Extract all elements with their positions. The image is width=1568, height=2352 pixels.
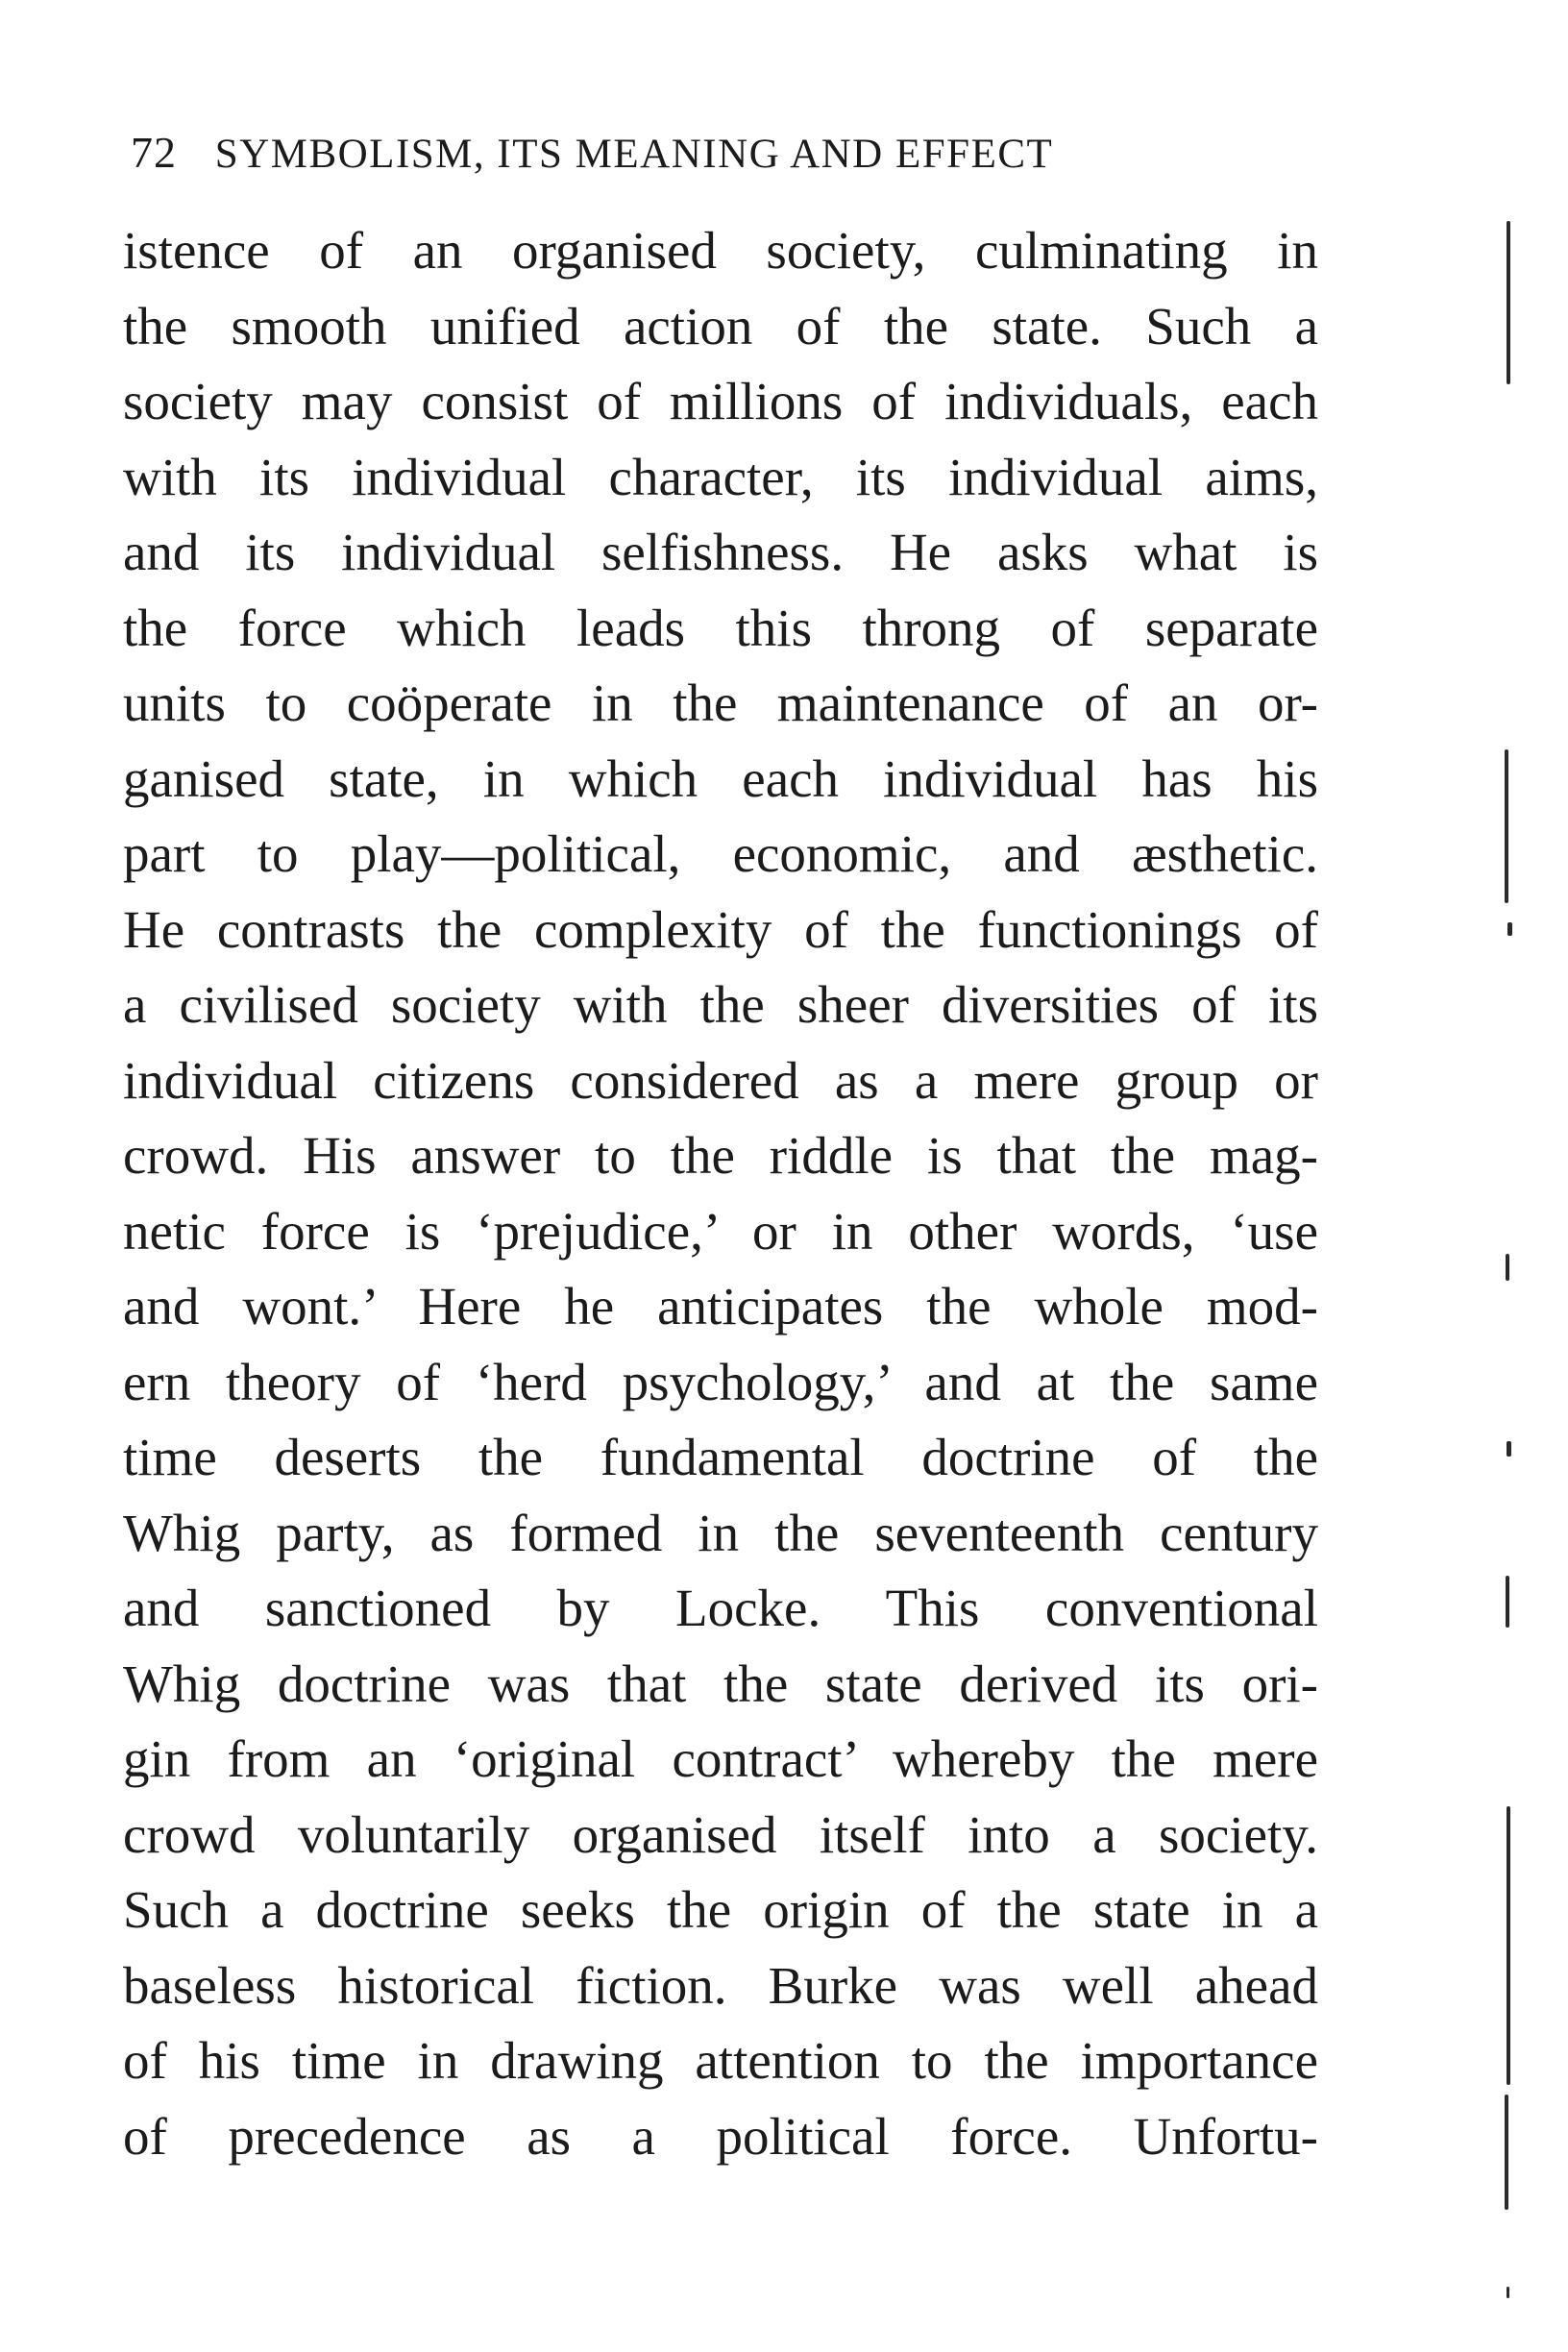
text-line: of precedence as a political force. Unfortu- bbox=[123, 2106, 1318, 2166]
text-line: He contrasts the complexity of the functionings of bbox=[123, 899, 1318, 959]
text-line: crowd. His answer to the riddle is that the mag- bbox=[123, 1126, 1318, 1185]
text-line: Whig party, as formed in the seventeenth century bbox=[123, 1503, 1318, 1562]
scan-mark bbox=[1507, 2287, 1509, 2298]
text-line: and sanctioned by Locke. This conventional bbox=[123, 1579, 1318, 1637]
text-line: and wont.’ Here he anticipates the whole mod- bbox=[123, 1277, 1318, 1335]
page-number: 72 bbox=[131, 128, 177, 177]
running-head bbox=[131, 127, 1322, 184]
text-line: baseless historical fiction. Burke was well ahead bbox=[123, 1955, 1318, 2015]
scan-mark bbox=[1506, 1254, 1509, 1281]
text-line: a civilised society with the sheer diversities of its bbox=[123, 975, 1318, 1034]
text-line: part to play—political, economic, and æsthetic. bbox=[123, 824, 1318, 883]
running-title: SYMBOLISM, ITS MEANING AND EFFECT bbox=[214, 132, 1054, 177]
text-line: ern theory of ‘herd psychology,’ and at the same bbox=[123, 1352, 1318, 1411]
text-line: Such a doctrine seeks the origin of the state in a bbox=[123, 1880, 1318, 1939]
scan-mark bbox=[1507, 1806, 1510, 2085]
text-line: gin from an ‘original contract’ whereby the mere bbox=[123, 1729, 1318, 1788]
text-line: individual citizens considered as a mere group or bbox=[123, 1050, 1318, 1110]
text-line: units to coöperate in the maintenance of an or- bbox=[123, 674, 1318, 732]
scan-mark bbox=[1506, 1576, 1509, 1628]
text-line: society may consist of millions of individuals, each bbox=[123, 372, 1318, 430]
scan-mark bbox=[1507, 1441, 1511, 1457]
text-line: of his time in drawing attention to the importance bbox=[123, 2031, 1318, 2090]
scan-mark bbox=[1505, 749, 1508, 903]
scan-mark bbox=[1505, 2095, 1508, 2210]
scan-mark bbox=[1507, 922, 1512, 936]
text-line: netic force is ‘prejudice,’ or in other words, ‘use bbox=[123, 1201, 1318, 1261]
scan-mark bbox=[1507, 221, 1510, 384]
text-line: the force which leads this throng of separate bbox=[123, 598, 1318, 657]
text-line: istence of an organised society, culminating in bbox=[123, 221, 1318, 280]
text-line: ganised state, in which each individual has his bbox=[123, 748, 1318, 808]
text-line: and its individual selfishness. He asks what is bbox=[123, 523, 1318, 581]
text-line: Whig doctrine was that the state derived its ori- bbox=[123, 1654, 1318, 1713]
body-text bbox=[123, 213, 1318, 2174]
text-line: the smooth unified action of the state. Such a bbox=[123, 296, 1318, 355]
text-line: time deserts the fundamental doctrine of the bbox=[123, 1428, 1318, 1486]
text-line: with its individual character, its individual aims, bbox=[123, 447, 1318, 506]
text-line: crowd voluntarily organised itself into a society. bbox=[123, 1804, 1318, 1864]
